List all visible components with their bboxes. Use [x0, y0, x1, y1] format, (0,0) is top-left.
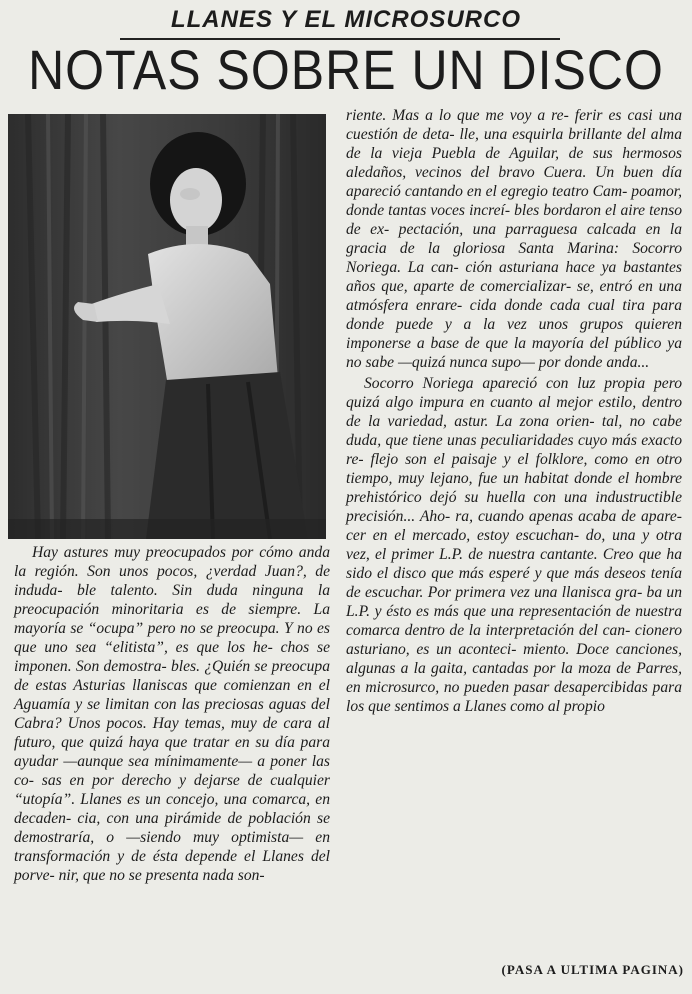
portrait-photo — [8, 114, 326, 539]
continued-note: (PASA A ULTIMA PAGINA) — [501, 962, 684, 977]
article-paragraph: Socorro Noriega apareció con luz propia pero quizá algo impura en cuanto al mejor estilo, dentro de la variedad, astur. La zona orien- tal, no cabe duda, que tiene unas peculiaridades cuyo más exacto re- flejo son el paisaje y el folklore, como en otro tiempo, muy lejano, fue un habitat donde el hombre prehistórico dejó su huella con una industructible precisión... Aho- ra, cuando apenas acaba de apare- cer en el mercado, estoy escuchan- do, una y otra vez, el primer L.P. de nuestra cantante. Creo que ha sido el disco que más esperé y que más deseos tenía de escuchar. Por primera vez una llanisca gra- ba un L.P. y ésto es más que una representación de nuestra comarca dentro de la interpretación del can- cionero asturiano, es un aconteci- miento. Doce canciones, algunas a la gaita, cantadas por la moza de Parres, en microsurco, no pueden pasar desapercibidas para los que sentimos a Llanes como al propio — [346, 375, 682, 715]
article-right-column — [346, 106, 682, 716]
kicker-title: LLANES Y EL MICROSURCO — [170, 6, 522, 33]
article-left-column — [14, 543, 330, 885]
article-paragraph: Hay astures muy preocupados por cómo anda la región. Son unos pocos, ¿verdad Juan?, de induda- ble talento. Sin duda ninguna la preocupación minoritaria es de siempre. La mayoría se “ocupa” pero no se preocupa. Y no es que uno sea “elitista”, es que los he- chos se imponen. Son demostra- bles. ¿Quién se preocupa de estas Asturias llaniscas que comienzan en el Aguamía y se limitan con las preciosas aguas del Cabra? Unos pocos. Hay temas, muy de cara al futuro, que quizá haya que tratar en su día para ayudar —aunque sea mínimamente— a poner las co- sas en por derecho y dejarse de cualquier “utopía”. Llanes es un concejo, una comarca, en decaden- cia, con una pirámide de población se demostraría, o —siendo muy optimista— en transformación y de ésta depende el Llanes del porve- nir, que no se presenta nada son- — [14, 544, 330, 884]
headline: NOTAS SOBRE UN DISCO — [28, 38, 664, 102]
article-paragraph: riente. Mas a lo que me voy a re- ferir es casi una cuestión de deta- lle, una esquirla brillante del alma de la vieja Puebla de Aguilar, de sus hermosos aledaños, vecinos del bravo Cuera. Un buen día apareció cantando en el egregio teatro Cam- poamor, donde tantas voces increí- bles bordaron el aire tenso de ex- pectación, una parraguesa calcada en la gracia de la gloriosa Santa Marina: Socorro Noriega. La can- ción asturiana hace ya bastantes años que, aparte de comercializar- se, entró en una atmósfera enrare- cida donde cada cual tira para donde puede y a la vez unos grupos quieren imponerse a base de que la mayoría del público ya no sabe —quizá nunca supo— por donde anda... — [346, 107, 682, 371]
portrait-photo-graphic — [8, 114, 326, 539]
